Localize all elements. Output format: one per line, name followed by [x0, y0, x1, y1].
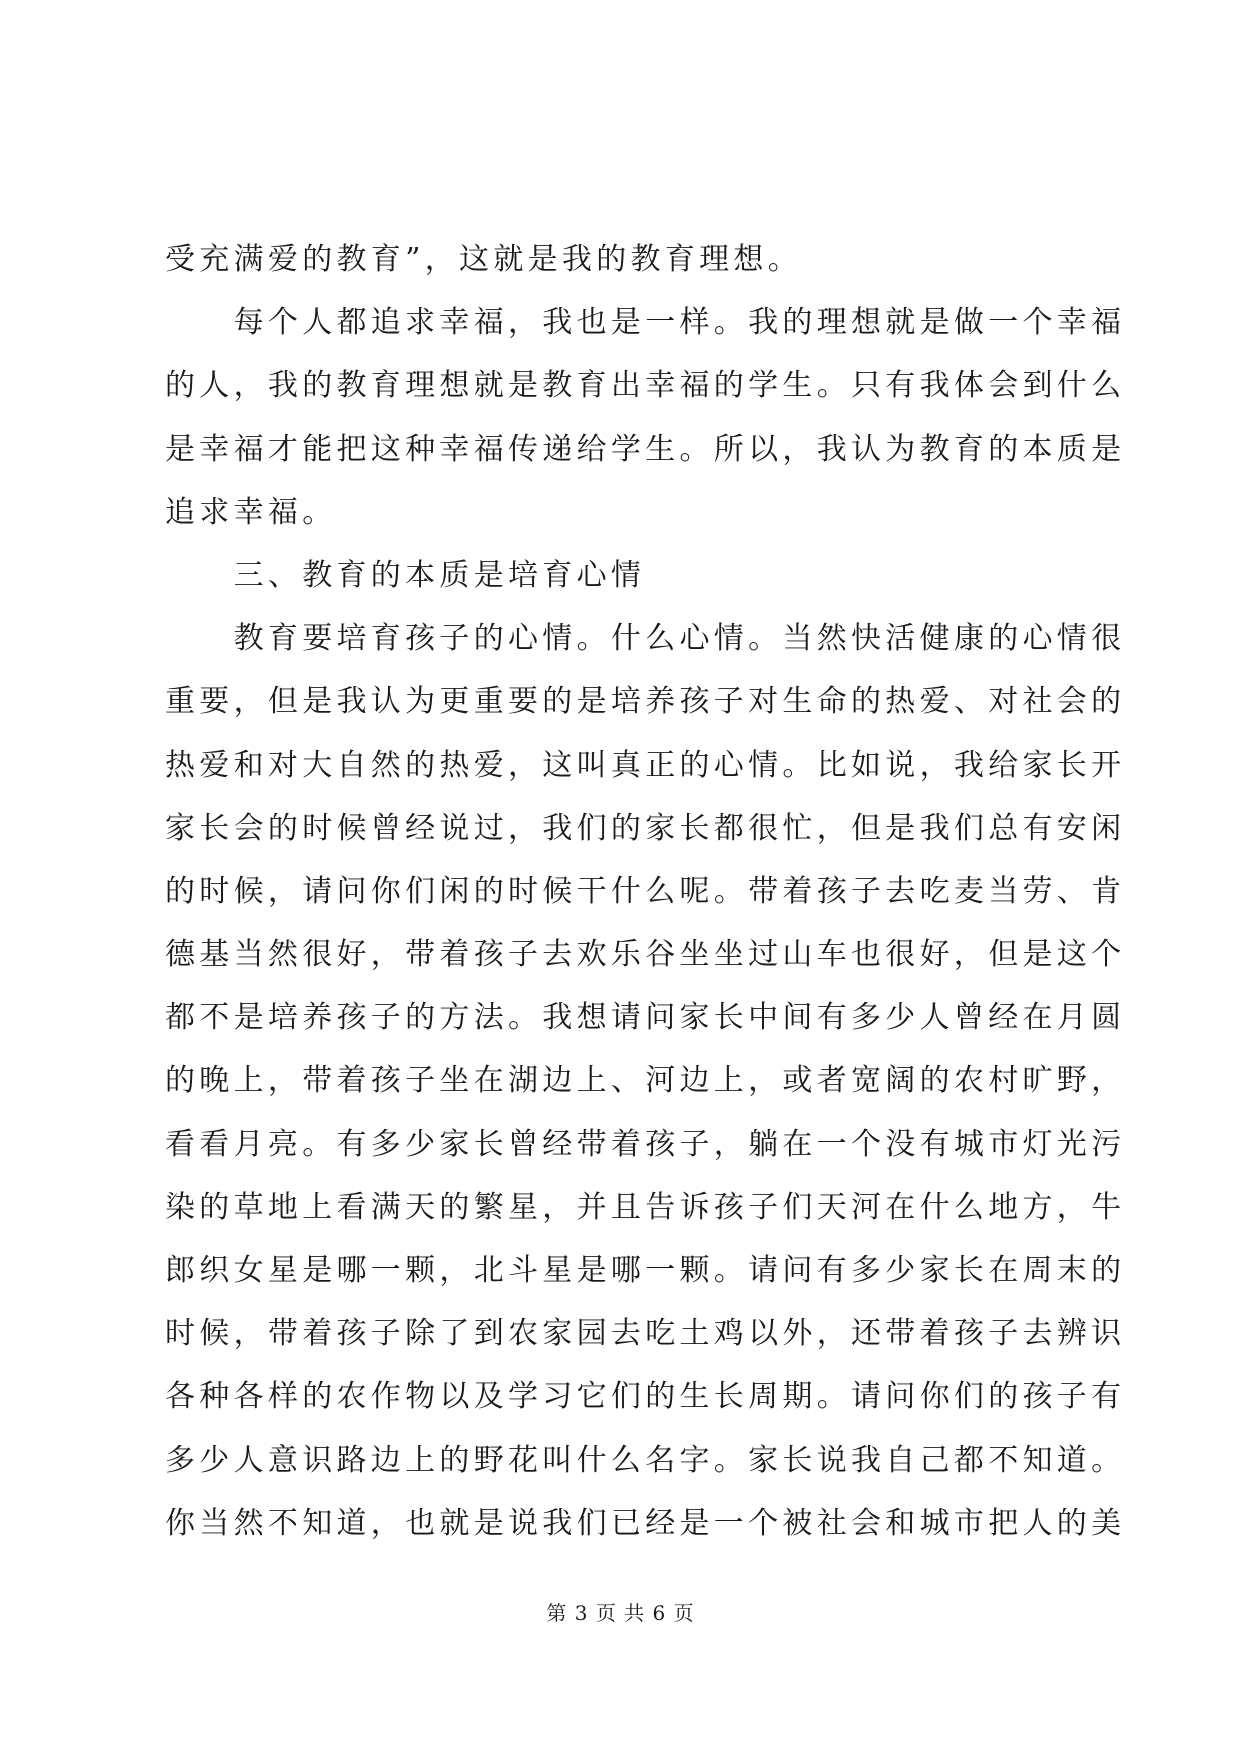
- section-heading: 三、教育的本质是培育心情: [165, 557, 646, 593]
- text-line: 受充满爱的教育”，这就是我的教育理想。: [165, 242, 803, 277]
- text-line: 看看月亮。有多少家长曾经带着孩子，躺在一个没有城市灯光污: [165, 1126, 1126, 1162]
- text-line: 的晚上，带着孩子坐在湖边上、河边上，或者宽阔的农村旷野，: [165, 1063, 1126, 1099]
- text-line: 的时候，请问你们闲的时候干什么呢。带着孩子去吃麦当劳、肯: [165, 873, 1126, 909]
- text-line: 郎织女星是哪一颗，北斗星是哪一颗。请问有多少家长在周末的: [165, 1253, 1126, 1288]
- text-line: 多少人意识路边上的野花叫什么名字。家长说我自己都不知道。: [165, 1442, 1126, 1478]
- text-line: 热爱和对大自然的热爱，这叫真正的心情。比如说，我给家长开: [165, 747, 1126, 783]
- text-line: 你当然不知道，也就是说我们已经是一个被社会和城市把人的美: [165, 1505, 1126, 1541]
- text-line: 德基当然很好，带着孩子去欢乐谷坐坐过山车也很好，但是这个: [165, 937, 1126, 973]
- text-line: 每个人都追求幸福，我也是一样。我的理想就是做一个幸福: [165, 305, 1126, 341]
- text-line: 各种各样的农作物以及学习它们的生长周期。请问你们的孩子有: [165, 1379, 1126, 1415]
- text-line: 追求幸福。: [165, 494, 337, 530]
- text-line: 家长会的时候曾经说过，我们的家长都很忙，但是我们总有安闲: [165, 810, 1126, 846]
- text-line: 都不是培养孩子的方法。我想请问家长中间有多少人曾经在月圆: [165, 1000, 1126, 1036]
- text-line: 是幸福才能把这种幸福传递给学生。所以，我认为教育的本质是: [165, 431, 1126, 467]
- text-line: 时候，带着孩子除了到农家园去吃土鸡以外，还带着孩子去辨识: [165, 1316, 1126, 1352]
- body-text: [165, 228, 1126, 1555]
- text-line: 染的草地上看满天的繁星，并且告诉孩子们天河在什么地方，牛: [165, 1189, 1126, 1225]
- page-number-footer: 第 3 页 共 6 页: [546, 1601, 695, 1625]
- text-line: 的人，我的教育理想就是教育出幸福的学生。只有我体会到什么: [165, 368, 1126, 404]
- text-line: 重要，但是我认为更重要的是培养孩子对生命的热爱、对社会的: [165, 684, 1126, 720]
- text-line: 教育要培育孩子的心情。什么心情。当然快活健康的心情很: [165, 621, 1126, 657]
